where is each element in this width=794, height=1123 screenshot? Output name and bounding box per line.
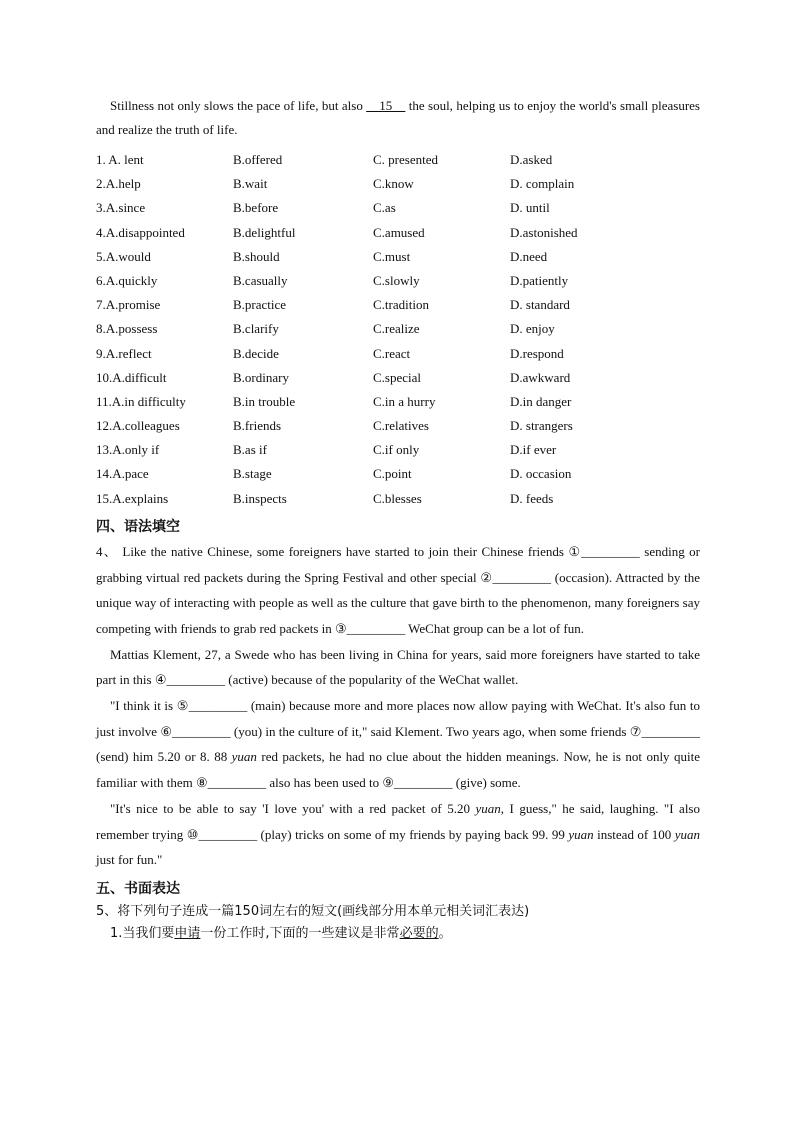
option-a: 3.A.since bbox=[96, 200, 146, 216]
option-c: C.if only bbox=[373, 442, 420, 458]
option-row bbox=[96, 342, 700, 366]
option-c: C.special bbox=[373, 369, 422, 385]
option-row bbox=[96, 317, 700, 341]
option-c: C.know bbox=[373, 176, 414, 192]
option-b: B.should bbox=[233, 248, 280, 264]
option-row bbox=[96, 487, 700, 511]
option-row bbox=[96, 366, 700, 390]
option-c: C.in a hurry bbox=[373, 393, 436, 409]
option-c: C.must bbox=[373, 248, 411, 264]
option-b: B.friends bbox=[233, 418, 282, 434]
option-d: D.in danger bbox=[510, 393, 572, 409]
option-c: C.point bbox=[373, 466, 412, 482]
blank-15: __15__ bbox=[366, 98, 406, 113]
passage-text-end: the soul, helping us to enjoy the world's small pleasures and realize the truth of life. bbox=[96, 98, 700, 137]
option-d: D. standard bbox=[510, 297, 570, 313]
grammar-paragraph-4: "It's nice to be able to say 'I love you' with a red packet of 5.20 yuan, I guess," he said, laughing. "I also remember trying ⑩_________ (play) tricks on some of my friends by paying back 99. 99 yuan instead of 100 yuan just for fun." bbox=[96, 800, 700, 868]
writing-instruction: 5、将下列句子连成一篇150词左右的短文(画线部分用本单元相关词汇表达) bbox=[96, 903, 530, 919]
option-a: 11.A.in difficulty bbox=[96, 393, 186, 409]
option-a: 1. A. lent bbox=[96, 152, 144, 167]
option-row bbox=[96, 462, 700, 486]
option-d: D.patiently bbox=[510, 272, 569, 288]
option-d: D. enjoy bbox=[510, 321, 555, 337]
option-a: 5.A.would bbox=[96, 248, 151, 264]
option-row bbox=[96, 148, 700, 172]
option-b: B.casually bbox=[233, 272, 288, 288]
option-a: 9.A.reflect bbox=[96, 345, 152, 361]
option-b: B.as if bbox=[233, 442, 267, 458]
option-row bbox=[96, 172, 700, 196]
grammar-paragraph-1: 4、 Like the native Chinese, some foreigners have started to join their Chinese friends ①_________ sending or grabbing virtual red packets during the Spring Festival and other special ②_________ (occasion). Attracted by the unique way of interacting with people as well as the culture that gave birth to the phenomenon, many foreigners say competing with friends to grab red packets in ③_________ WeChat group can be a lot of fun. bbox=[96, 543, 700, 636]
option-d: D. occasion bbox=[510, 466, 572, 482]
section-4-heading: 四、语法填空 bbox=[96, 518, 180, 535]
option-d: D.need bbox=[510, 248, 548, 264]
option-row bbox=[96, 221, 700, 245]
option-b: B.offered bbox=[233, 152, 283, 167]
option-b: B.in trouble bbox=[233, 393, 296, 409]
option-c: C.realize bbox=[373, 321, 420, 337]
option-d: D.respond bbox=[510, 345, 564, 361]
option-a: 2.A.help bbox=[96, 176, 141, 192]
option-d: D. feeds bbox=[510, 490, 554, 506]
passage-text: Stillness not only slows the pace of life, but also bbox=[110, 98, 367, 113]
grammar-paragraph-2: Mattias Klement, 27, a Swede who has been living in China for years, said more foreigners have started to take part in this ④_________ (active) because of the popularity of the WeChat wallet. bbox=[96, 646, 700, 688]
option-d: D.astonished bbox=[510, 224, 578, 240]
option-row bbox=[96, 293, 700, 317]
option-b: B.decide bbox=[233, 345, 279, 361]
option-d: D.awkward bbox=[510, 369, 571, 385]
option-row bbox=[96, 414, 700, 438]
writing-item-1: 1.当我们要申请一份工作时,下面的一些建议是非常必要的。 bbox=[110, 925, 452, 941]
option-a: 8.A.possess bbox=[96, 321, 158, 337]
option-a: 15.A.explains bbox=[96, 490, 169, 506]
option-c: C.as bbox=[373, 200, 396, 216]
option-b: B.before bbox=[233, 200, 279, 216]
option-b: B.ordinary bbox=[233, 369, 289, 385]
section-5-heading: 五、书面表达 bbox=[96, 880, 180, 897]
option-row bbox=[96, 438, 700, 462]
option-c: C.amused bbox=[373, 224, 425, 240]
option-c: C.react bbox=[373, 345, 411, 361]
option-d: D.if ever bbox=[510, 442, 557, 458]
options-list bbox=[96, 148, 700, 511]
option-b: B.practice bbox=[233, 297, 287, 313]
option-b: B.wait bbox=[233, 176, 268, 192]
option-row bbox=[96, 196, 700, 220]
grammar-paragraph-3: "I think it is ⑤_________ (main) because more and more places now allow paying with WeChat. It's also fun to just involve ⑥_________ (you) in the culture of it," said Klement. Two years ago, when some friends ⑦_________ (send) him 5.20 or 8. 88 yuan red packets, he had no clue about the hidden meanings. Now, he is not only quite familiar with them ⑧_________ also has been used to ⑨_________ (give) some. bbox=[96, 698, 700, 791]
option-d: D. until bbox=[510, 200, 550, 216]
option-row bbox=[96, 390, 700, 414]
option-c: C.blesses bbox=[373, 490, 422, 506]
option-b: B.inspects bbox=[233, 490, 287, 506]
option-a: 10.A.difficult bbox=[96, 369, 167, 385]
worksheet-page bbox=[96, 94, 700, 945]
option-d: D.asked bbox=[510, 152, 553, 167]
option-b: B.delightful bbox=[233, 224, 296, 240]
option-d: D. complain bbox=[510, 176, 575, 192]
option-b: B.stage bbox=[233, 466, 272, 482]
option-a: 6.A.quickly bbox=[96, 272, 158, 288]
option-b: B.clarify bbox=[233, 321, 279, 337]
passage-tail bbox=[96, 94, 700, 142]
option-a: 14.A.pace bbox=[96, 466, 149, 482]
option-row bbox=[96, 245, 700, 269]
option-c: C.slowly bbox=[373, 272, 420, 288]
option-row bbox=[96, 269, 700, 293]
option-a: 4.A.disappointed bbox=[96, 224, 185, 240]
option-c: C.tradition bbox=[373, 297, 429, 313]
option-c: C. presented bbox=[373, 152, 438, 167]
option-a: 12.A.colleagues bbox=[96, 418, 180, 434]
option-d: D. strangers bbox=[510, 418, 573, 434]
option-a: 13.A.only if bbox=[96, 442, 160, 458]
option-a: 7.A.promise bbox=[96, 297, 161, 313]
option-c: C.relatives bbox=[373, 418, 429, 434]
